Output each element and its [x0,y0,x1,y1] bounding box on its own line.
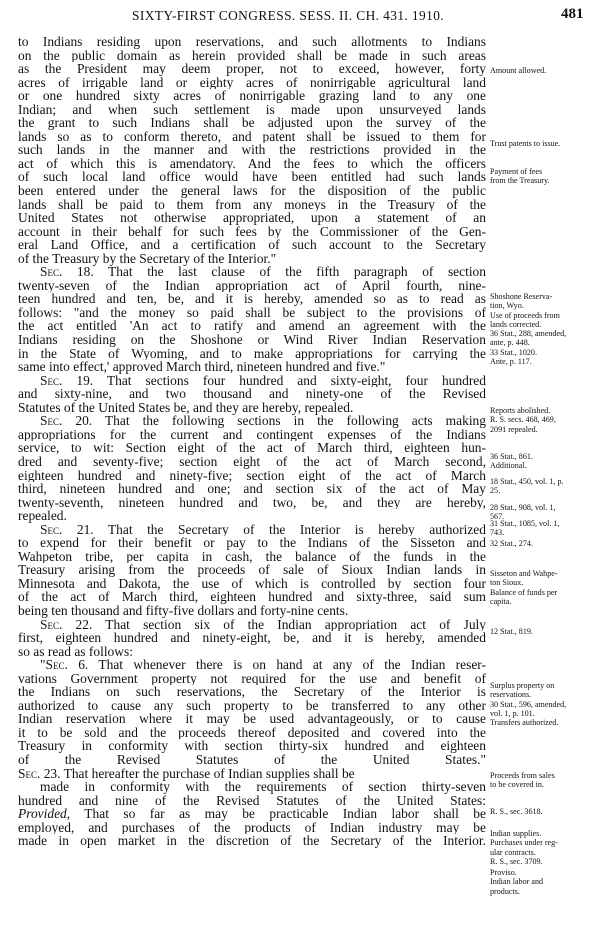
text-line: Indians residing on the Shoshone or Wind River Indian Reservation [18,333,486,347]
text-line: employed, and purchases of the products of Indian industry may be [18,820,486,835]
margin-note-line: Trust patents to issue. [490,139,561,148]
margin-note-line: R. S., sec. 3618. [490,807,543,816]
text-line: Treasury in conformity with section thirty-six hundred and eighteen [18,739,486,753]
text-line: act of which this is amendatory. And the fees to which the officers [18,156,486,171]
margin-note [490,539,598,548]
margin-note [490,569,598,606]
text-line: lands shall be paid to them from any moneys in the Treasury of the [18,197,486,212]
margin-note-line: Reports abolished. [490,406,551,415]
text-line: authorized to cause any such property to be transferred to any other [18,698,486,713]
margin-note-line: Sisseton and Wahpe- [490,569,558,578]
section-start-line: "Sec. 6. That whenever there is on hand at any of the Indian reser- [40,658,486,672]
text-line: to Indians residing upon reservations, and such allotments to Indians [18,35,486,49]
margin-note-line: R. S., sec. 3709. [490,856,543,866]
margin-note-line: Balance of funds per [490,587,558,597]
margin-note [490,681,598,727]
text-line: eral Land Office, and a certification of such account to the Secretary [18,238,486,252]
margin-note [490,66,598,75]
text-line: the grant to such Indians shall be adjusted upon the survey of the [18,116,486,130]
margin-note [490,519,598,538]
text-line: such lands in the manner and with the restrictions provided in the [18,143,486,157]
statute-text [18,35,486,848]
margin-note-line: 30 Stat., 596, amended, [490,699,567,709]
section-start-line: Sec. 18. That the last clause of the fifth paragraph of section [40,265,486,279]
margin-note-line: vol. 1, p. 101. [490,708,535,718]
margin-note [490,477,598,496]
text-line: it to be sold and the proceeds thereof deposited and covered into the [18,725,486,740]
section-start-line: Sec. 20. That the following sections in the following acts making [40,414,486,428]
margin-note-line: Additional. [490,461,527,471]
section-start-line: made in conformity with the requirements of section thirty-seven [40,780,486,794]
margin-note-line: products. [490,886,520,896]
margin-note-line: 18 Stat., 450, vol. 1, p. [490,477,564,486]
text-line: Statutes of the United States be, and they are hereby, repealed. [18,399,354,415]
section-start-line: Sec. 19. That sections four hundred and sixty-eight, four hundred [40,373,486,388]
margin-note-line: ton Sioux. [490,578,524,588]
margin-note-line: 36 Stat., 288, amended, [490,329,567,339]
text-line: so as read as follows: [18,643,133,659]
margin-note-line: 25. [490,486,501,496]
margin-note-line: Proceeds from sales [490,771,555,780]
text-line: of the Revised Statutes of the United States." [18,752,486,767]
margin-note-line: ular contracts. [490,847,536,857]
text-line: Treasury arising from the proceeds of sale of Sioux Indian lands in [18,563,486,577]
text-line: the act entitled 'An act to ratify and amend an agreement with the [18,319,486,334]
margin-note-line: ante, p. 448. [490,338,530,348]
text-line: and sixty-nine, and two thousand and ninety-one of the Revised [18,387,486,401]
margin-note-line: 12 Stat., 819. [490,627,533,636]
text-line: Provided, That so far as may be practicable Indian labor shall be [18,807,486,821]
text-line: of such local land office would have been entitled had such lands [18,170,486,185]
margin-note-line: 32 Stat., 274. [490,539,533,548]
text-line: Minnesota and Dakota, the use of which is controlled by section four [18,576,486,591]
text-line: to expend for their benefit or pay to the Indians of the Sisseton and [18,536,486,550]
text-line: United States not otherwise appropriated, upon a statement of an [18,211,486,225]
margin-note-line: from the Treasury. [490,176,550,186]
margin-note-line: tion, Wyo. [490,301,524,311]
margin-note [490,167,598,186]
text-line: on the public domain as herein provided shall be made in such areas [18,48,486,63]
text-line: being ten thousand and fifty-five dollars and forty-nine cents. [18,602,349,618]
margin-note-line: 743. [490,528,505,538]
text-line: appropriations for the current and contingent expenses of the Indians [18,427,486,442]
margin-note-line: Purchases under reg- [490,838,558,848]
running-head: SIXTY-FIRST CONGRESS. SESS. II. CH. 431. 1910. [132,8,445,23]
margin-note-line: Payment of fees [490,167,543,176]
margin-note-line: Surplus property on [490,681,555,690]
margin-note-line: 2091 repealed. [490,424,538,434]
text-line: Indian; and when such settlement is made upon unsurveyed lands [18,102,486,117]
text-line: account in their behalf for such fees by the Commissioner of the Gen- [18,224,486,239]
margin-note [490,452,598,471]
text-line: Wahpeton tribe, per capita in cash, the balance of the funds in the [18,549,486,564]
margin-note-line: 31 Stat., 1085, vol. 1, [490,519,560,528]
text-line: eighteen hundred and ninety-five; section eight of the act of March [18,468,486,483]
margin-note [490,406,598,434]
text-line: hundred and nine of the Revised Statutes of the United States: [18,793,486,808]
text-line: service, to wit: Section eight of the act of March third, eighteen hun- [18,441,486,455]
margin-note-line: reservations. [490,690,532,700]
margin-note-line: Proviso. [490,868,517,877]
text-line: of the act of March third, eighteen hundred and sixty-three, said sum [18,590,486,604]
text-line: or one hundred sixty acres of nonirrigable grazing land to any one [18,89,486,103]
margin-note-line: 28 Stat., 908, vol. 1, [490,503,556,512]
margin-note [490,139,598,148]
margin-notes [490,0,598,925]
text-line: follows: "and the money so paid shall be subject to the provisions of [18,305,486,320]
margin-note-line: capita. [490,596,512,606]
text-line: same into effect,' approved March third, nineteen hundred and five." [18,359,386,375]
margin-note-line: 36 Stat., 861. [490,452,533,461]
section-start-line: Sec. 22. That section six of the Indian appropriation act of July [40,617,486,632]
text-line: twenty-seven of the Indian appropriation act of April fourth, nine- [18,278,486,293]
page-number: 481 [561,6,584,22]
text-line: twenty-seventh, nineteen hundred and two, be, and they are hereby, [18,495,486,510]
text-line: the Indians on such reservations, the Secretary of the Interior is [18,685,486,699]
margin-note-line: Transfers authorized. [490,718,559,728]
text-line: dred and seventy-five; section eight of the act of March second, [18,454,486,469]
text-line: lands so as to conform thereto, and patent shall be issued to them for [18,129,486,144]
text-line: as the President may deem proper, not to exceed, however, forty [18,62,486,76]
margin-note [490,292,598,366]
section-start-line: Sec. 21. That the Secretary of the Interior is hereby authorized [40,522,486,537]
margin-note-line: 567. [490,512,505,522]
text-line: in the State of Wyoming, and to make appropriations for carrying the [18,346,486,361]
margin-note-line: R. S. secs. 468, 469, [490,415,556,425]
margin-note-line: Indian labor and [490,877,544,887]
margin-note-line: 33 Stat., 1020. [490,347,537,357]
text-line: acres of irrigable land or eighty acres of nonirrigable agricultural land [18,75,486,90]
text-line: Sec. 23. That hereafter the purchase of Indian supplies shall be [18,765,355,781]
margin-note-line: Use of proceeds from [490,310,560,320]
margin-note [490,829,598,866]
margin-note-line: to be covered in. [490,780,544,790]
text-line: Indian reservation where it may be used advantageously, or to cause [18,712,486,726]
margin-note-line: Amount allowed. [490,66,547,75]
margin-note-line: Ante, p. 117. [490,357,532,367]
text-line: first, eighteen hundred and ninety-eight, be, and it is hereby, amended [18,631,486,645]
margin-note [490,627,598,636]
text-line: repealed. [18,508,67,524]
text-line: made in open market in the discretion of the Secretary of the Interior. [18,834,486,848]
text-line: vations Government property not required for the use and benefit of [18,671,486,686]
text-line: of the Treasury by the Secretary of the Interior." [18,250,277,266]
margin-note [490,868,598,896]
text-line: been entered under the general laws for the disposition of the public [18,184,486,198]
margin-note-line: Shoshone Reserva- [490,292,553,301]
text-line: third, nineteen hundred and one; and section six of the act of May [18,482,486,496]
margin-note [490,771,598,790]
margin-note-line: Indian supplies. [490,829,542,838]
margin-note [490,807,598,816]
margin-note-line: lands corrected. [490,319,542,329]
text-line: teen hundred and ten, be, and it is hereby, amended so as to read as [18,292,486,306]
